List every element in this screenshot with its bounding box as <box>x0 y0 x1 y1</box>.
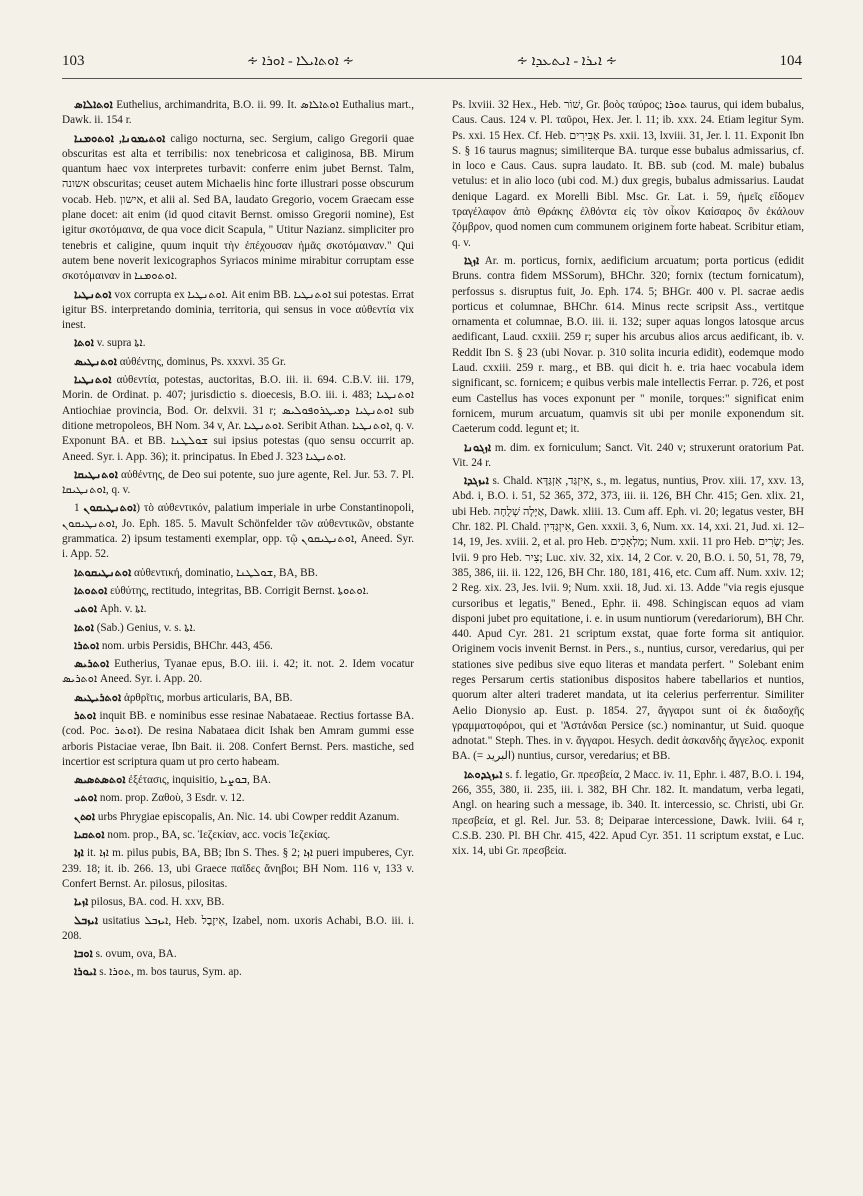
entry-text: nom. urbis Persidis, BHChr. 443, 456. <box>101 639 273 652</box>
entry-text: it. ܐܙܐ m. pilus pubis, BA, BB; Ibn S. Thes. § 2; ܐܙܐ pueri impuberes, Cyr. 239. 18; it. ib. 266. 13, ubi Graece παῖδες ἄνηβοι; BH Nom. 116 v, 133 v. Confert Bernst. Ar. pilosus, pilositas. <box>62 847 414 890</box>
dictionary-entry <box>452 474 804 765</box>
entry-headword: ܐܘܬܢܛܝܩܘܢ <box>83 502 137 515</box>
entry-headword: ܐܝܘܪܐ <box>74 966 97 979</box>
entry-headword: ܐܘܬܐ <box>74 621 94 634</box>
entry-headword: ܐܘܬܢܛܝܣ <box>74 355 117 368</box>
entry-headword: ܐܘܬܐܠܐܣ <box>74 99 113 111</box>
page-header <box>62 50 802 72</box>
entry-text: s. ܬܘܪܐ, m. bos taurus, Sym. ap. <box>99 966 242 979</box>
dictionary-entry <box>62 355 414 370</box>
entry-text: vox corrupta ex ܐܘܬܢܛܝܐ. Ait enim BB. ܐܘܬܢܛܝܐ sui potestas. Errat igitur BS. interpretando dominia, territoria, qui sensus in voce αὐθεντία vix inest. <box>62 288 414 332</box>
entry-headword: ܐܙܐ <box>74 847 84 860</box>
entry-headword: ܐܘܬܝ <box>74 603 98 616</box>
entry-headword: ܐܘܬܢܛܝܩܐ <box>74 468 118 481</box>
dictionary-entry <box>62 373 414 465</box>
entry-text: caligo nocturna, sec. Sergium, caligo Gregorii quae obscuritas est alta et terribilis: nox tenebricosa et caliginosa, BB. Mirum quantum haec vox interpretes turbavit: conferre enim jubet Bernst. Talm, אשונה obscuritas; ceuset autem Michaelis hinc forte illustrari posse obscurum vocab. Heb. אישון, et alii al. Sed BA, laudato Gregorio, vocem Graecam esse plane docet: ait enim (id quod citavit Bernst. omisso Gregorii nomine), Est igitur σκοτόμαινα, de qua voce dicit Scapula, " Utitur Nazianz. simpliciter pro tenebris et caligine, quum inquit τὴν ἐπέχουσαν ἡμᾶς σκοτόμαιναν." Qui autem bene noverit lexicographos Syriacos minime mirabitur corruptam esse σκοτόμαιναν in ܐܘܬܘܡܢܐ. <box>62 132 414 283</box>
entry-text: v. supra ܐܬܐ. <box>96 337 146 350</box>
dictionary-entry <box>62 468 414 499</box>
dictionary-entry <box>62 965 414 980</box>
entry-headword: ܐܘܬܢܛܝܐ <box>74 288 112 301</box>
left-running-title: ∻ ܐܘܬܐܝܠܐ - ܐܘܪܐ ∻ <box>246 53 355 69</box>
entry-text: urbs Phrygiae episcopalis, An. Nic. 14. ubi Cowper reddit Azanum. <box>97 810 400 823</box>
entry-text: s. f. legatio, Gr. πρεσβεία, 2 Macc. iv. 11, Ephr. i. 487, B.O. i. 194, 266, 355, 380, ii. 235, iii. i. 382, BH Chr. 182. It. mandatum, verba legati, Angl. on hearing such a message, ib. 340. It. intercessio, sc. Christi, ubi Gr. πρεσβεία, et gl. Rel. Jur. 53. 8; Deiparae intercessione, Dawk. lviii. 64 r, C.S.B. 230. Pl. BH Chr. 415, 422. Apud Cyr. 351. 11 scriptum exstat, e Luc. xix. 14, ubi Gr. πρεσβεία. <box>452 768 804 858</box>
entry-text: Ar. m. porticus, fornix, aedificium arcuatum; porta porticus (edidit Bruns. contra fidem MSSorum), BHChr. 320; fornix (tectum fornicatum), perfossus s. disruptus fuit, Jo. Eph. 174. 5; BHGr. 400 v. Pl. sacrae aedis porticus et columnae, BHChr. 614. Minus recte scripsit Ass., vertitque ornamenta et columnae, B.O. iii. ii. 132; super aquas longos latosque arcus aedificant, Laud. cxxiii. 259 r; super his arcubus alios arcus aedificant, ib. v. Reddit Ibn S. § 23 (ubi Novar. p. 310 solita incuria edidit), eodemque modo Laud. cxxiii. 259 r. marg., et BB. qui dicit h. e. tria haec vocabula idem significant, sc. fornicem; e quibus verbis male intellectis Ferrar. p. 726, et post eum Castellus has voces exponunt per " monile, torques:" significat enim fornicem, murum arcuatum, quamvis sit ubi per monile exponendum sit. Caeterum codd. legunt et; it. <box>452 254 804 436</box>
entry-text: s. Chald. אִיזְגַּד, אִזְגַּדָּא, s., m. legatus, nuntius, Prov. xiii. 17, xxv. 13, Abd. i, B.O. i. 51, 52 365, 372, 373, iii. ii. 126, BH Chr. 415; Gen. xlix. 21, ubi Heb. אַיָּלָה שְׁלֻחָה, Dawk. xliii. 13. Cum aff. Eph. vi. 20; legatus vester, BH Chr. 182. Pl. Chald. אִיזְגַּדִּין, Gen. xxxii. 3, 6, Num. xx. 14, xxi. 21, Jud. xi. 12–14, 19, Jes. xviii. 2, et al. pro Heb. מַלְאָכִים; Num. xxii. 11 pro Heb. שָׂרִים; Jes. lvii. 9 pro Heb. צִיר; Luc. xiv. 32, xix. 14, 2 Cor. v. 20, B.O. i. 50, 51, 78, 79, 385, 386, iii. ii. 122, 126, BH Chr. 180, 181, 416, etc. Cum aff. Num. xxiv. 12; 2 Reg. xix. 23, Jes. lvii. 9; Num. xxii. 18, Jud. xi. 13. Adde "via regis ejusque cursoribus et legatis," Bened., Ephr. ii. 498. Schingiscan equos ad viam disponi jubet pro equitatione, i. e. in usum nuntiorum (veredariorum), BH Chr. 440. Apud Cyr. 281. 21 scriptum exstat, quae forte forma sit antiquior. Originem vocis invenit Bernst. in Pers., s., nuntius, cursor, veredarius, qui per stationes sive pedibus sive equo literas et mandata perfert. " Solebant enim reges Persarum certis stationibus dispositos habere tabellarios et nuntios, quorum alter alteri traderet mandata, ut ita celerius perferrentur. Similiter Aelio Dionysio ap. Eust. p. 1854. 27, ἄγγαροι sunt οἱ ἐκ διαδοχῆς γραμματοφόροι, qui et 'Ἀστάνδαι Persice (sc.) nominantur, ut Suid. quoque adnotat." Steph. Thes. in v. ἄγγαροι. Hesych. dedit ἀσκανδὴς ἄγγελος. exponit BA. (= البريد) nuntius, cursor, veredarius; et BB. <box>452 475 804 763</box>
entry-headword: ܐܘܬܪܐ <box>74 639 100 652</box>
dictionary-entry <box>62 132 414 285</box>
header-rule <box>62 78 802 79</box>
entry-headword: ܐܙܝܐ <box>74 896 89 909</box>
entry-headword: ܐܘܒܐ <box>74 948 93 961</box>
dictionary-entry <box>62 791 414 806</box>
dictionary-entry <box>62 709 414 770</box>
dictionary-entry <box>62 657 414 688</box>
entry-text: nom. prop., BA, sc. Ἰεζεκίαν, acc. vocis Ἰεζεκίας. <box>107 829 331 842</box>
dictionary-entry <box>62 602 414 617</box>
entry-headword: ܐܘܬܝ <box>74 792 98 805</box>
entry-text: Aph. v. ܐܬܐ. <box>99 603 147 616</box>
entry-text: εὐθύτης, rectitudo, integritas, BB. Corrigit Bernst. ܐܘܬܘܬܐ. <box>110 584 369 597</box>
entry-headword: ܐܝܙܓܕܐ <box>464 475 489 488</box>
entry-text: pilosus, BA. cod. H. xxv, BB. <box>91 896 225 909</box>
entry-headword: ܐܘܬܝܡܘܢܐ, ܐܘܬܘܡܢܐ <box>74 132 166 145</box>
entry-headword: ܐܘܬܣܬܣܝܣ <box>74 774 126 787</box>
entry-text: s. ovum, ova, BA. <box>95 948 177 961</box>
left-page-number: 103 <box>62 52 85 69</box>
entry-text: 1) τὸ αὐθεντικόν, palatium imperiale in urbe Constantinopoli, ܐܘܬܢܛܝܩܘܢ, Jo. Eph. 185. 5. Mavult Schönfelder τῶν αὐθεντικῶν, obstante grammatica. 2) ipsum testamenti exemplar, opp. τῷ ܐܘܬܢܛܝܩܘܢ, Aneed. Syr. i. App. 52. <box>62 502 414 561</box>
entry-headword: ܐܝܙܓܕܘܬܐ <box>464 768 503 781</box>
entry-text: αὐθέντης, dominus, Ps. xxxvi. 35 Gr. <box>119 355 286 368</box>
dictionary-entry <box>62 846 414 892</box>
entry-text: Eutherius, Tyanae epus, B.O. iii. i. 42; it. not. 2. Idem vocatur ܐܘܬܪܝܣ Aneed. Syr. i. App. 20. <box>62 658 414 686</box>
right-column <box>452 98 804 1168</box>
entry-headword: ܐܘܬܪܝܛܝܣ <box>74 691 122 704</box>
entry-text: m. dim. ex forniculum; Sanct. Vit. 240 v; struxerunt oratorium Pat. Vit. 24 r. <box>452 441 804 469</box>
dictionary-entry <box>62 621 414 636</box>
dictionary-entry <box>62 947 414 962</box>
entry-text: (Sab.) Genius, v. s. ܐܬܐ. <box>96 621 196 634</box>
dictionary-entry <box>62 501 414 562</box>
dictionary-entry <box>62 810 414 825</box>
left-column <box>62 98 414 1168</box>
right-page-number: 104 <box>779 52 802 69</box>
entry-headword: ܐܘܬܪܝܣ <box>74 658 110 671</box>
entry-headword: ܐܘܬܪ <box>74 709 96 722</box>
entry-headword: ܐܝܙܒܠ <box>74 914 98 927</box>
dictionary-entry <box>62 914 414 945</box>
dictionary-entry <box>452 768 804 860</box>
entry-headword: ܐܘܬܢܛܝܐ <box>74 374 112 387</box>
entry-text: ἐξέτασις, inquisitio, ܒܘܨܝܐ, BA. <box>128 774 271 787</box>
dictionary-entry <box>62 691 414 706</box>
entry-headword: ܐܘܬܢܛܝܩܘܬܐ <box>74 566 132 579</box>
entry-text: Ps. lxviii. 32 Hex., Heb. שׁוֹר, Gr. βοὸς ταύρος; ܬܘܪܐ taurus, qui idem bubalus, Caus. Caus. 124 v. Pl. ταῦροι, Hex. Jer. l. 11; ib. xxx. 24. Etiam legitur Sym. Ps. xxi. 15 Hex. Cf. Heb. אַבִּירִים Ps. xxii. 13, lxviii. 31, Jer. l. 11. Exponit Ibn S. § 16 taurus magnus; similiterque BA. turque esse bubalus admissarius, cf. in loco e Caus. Caus. supra laudato. It. BB. sub (cod. M. male) bubalus vetulus: et in alio loco (ubi cod. M.) dux gregis, bubalus admissarius. Laudat denique Lagard. ex Morelli Bibl. Msc. Gr. Lat. i. 59, ἡμεῖς εἴδομεν τραγέλαφον ἀπὸ Θράκης ἐλθόντα εἰς τὸν οἶκον Καίσαρος ὃν ἐκάλουν ζόμβρον, quod nomen cum communem originem forte habeat. Scribitur etiam, q. v. <box>452 99 804 249</box>
dictionary-entry <box>62 288 414 334</box>
entry-text: Euthelius, archimandrita, B.O. ii. 99. It. ܐܘܬܐܠܐܣ Euthalius mart., Dawk. ii. 154 r. <box>62 99 414 127</box>
dictionary-entry <box>62 336 414 351</box>
entry-text: αὐθεντία, potestas, auctoritas, B.O. iii. ii. 694. C.B.V. iii. 179, Morin. de Ordinat. p. 407; jurisdictio s. dioecesis, B.O. iii. i. 483; ܐܘܬܢܛܝܐ Antiochiae provincia, Bod. Or. delxvii. 31 r; ܐܘܬܢܛܝܐ ܕܡܝܛܪܘܦܘܠܝܣ sub ditione metropoleos, BH Nom. 34 v, Ar. ܐܘܬܢܛܝܐ. Seribit Athan. ܐܘܬܢܛܝܐ, q. v. Exponunt BA. et BB. ܫܘܠܛܢܐ sui ipsius potestas (quo sensu occurrit ap. Aneed. Syr. i. App. 36); it. principatus. In Ebed J. 323 ܐܘܬܢܛܝܐ. <box>62 374 414 463</box>
entry-headword: ܐܘܬܢ <box>74 810 96 823</box>
dictionary-entry <box>62 828 414 843</box>
dictionary-entry <box>62 566 414 581</box>
entry-text: ἀρθρῖτις, morbus articularis, BA, BB. <box>123 691 293 704</box>
entry-text: αὐθεντική, dominatio, ܫܘܠܛܢܐ, BA, BB. <box>134 566 318 579</box>
entry-headword: ܐܙܓܘܢܐ <box>464 441 491 454</box>
entry-text: nom. prop. Ζαθοὺ, 3 Esdr. v. 12. <box>99 792 245 805</box>
entry-headword: ܐܘܬܘܬܐ <box>74 584 108 597</box>
dictionary-entry <box>452 98 804 251</box>
dictionary-entry <box>62 895 414 910</box>
entry-headword: ܐܘܬܐ <box>74 337 94 350</box>
dictionary-entry <box>62 639 414 654</box>
dictionary-entry <box>62 773 414 788</box>
entry-text: usitatius ܐܝܙܒܠ, Heb. אִיזֶבֶל, Izabel, nom. uxoris Achabi, B.O. iii. i. 208. <box>62 914 414 942</box>
entry-headword: ܐܙܓܐ <box>464 254 480 267</box>
entry-text: αὐθέντης, de Deo sui potente, suo jure agente, Rel. Jur. 53. 7. Pl. ܐܘܬܢܛܝܩܐ, q. v. <box>62 468 414 497</box>
dictionary-entry <box>62 584 414 599</box>
entry-headword: ܐܘܬܩܝܐ <box>74 829 105 842</box>
right-running-title: ∻ ܐܝܪܐ - ܐܝܬܥܕܐ ∻ <box>516 53 618 69</box>
dictionary-entry <box>452 441 804 472</box>
entry-text: inquit BB. e nominibus esse resinae Nabataeae. Rectius fortasse BA. (cod. Poc. ܐܘܬܪ). De resina Nabataea dicit Ishak ben Amram gummi esse arboris Pistaciae verae, Ibn Bait. ii. 208. Confert Bernst. Pers. mastiche, sed incertior est scriptura quam ut pro certo habeam. <box>62 709 414 768</box>
dictionary-entry <box>452 254 804 438</box>
dictionary-entry <box>62 98 414 129</box>
